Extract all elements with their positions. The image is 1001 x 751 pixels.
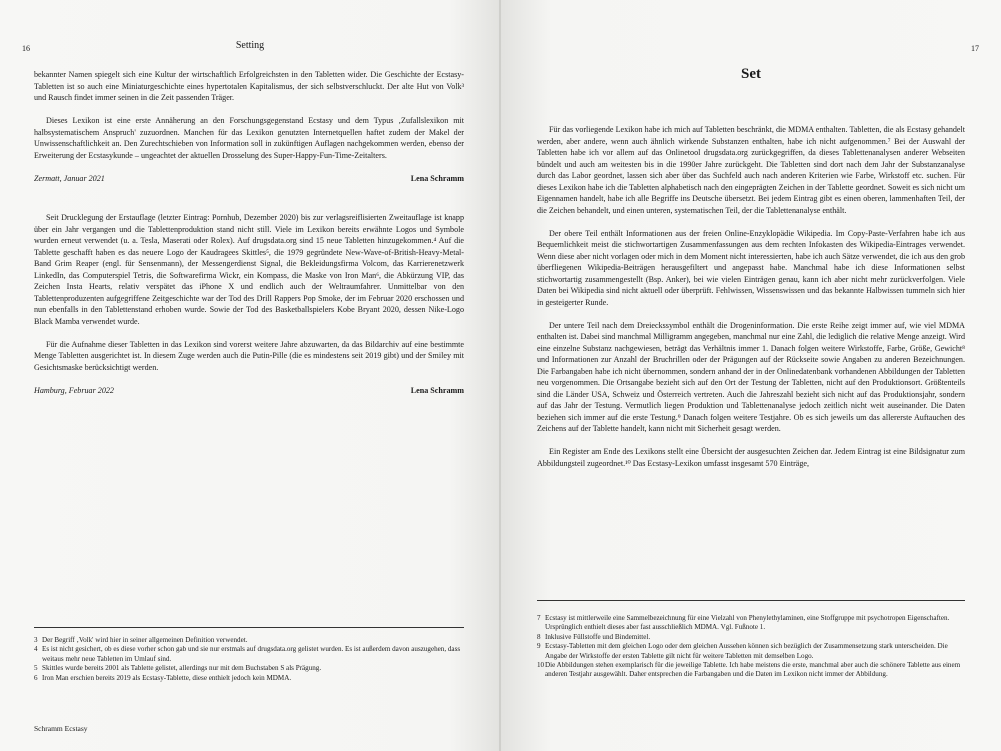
footnote-number: 7: [537, 614, 541, 622]
right-footnotes: [537, 614, 965, 680]
left-page: [0, 0, 500, 751]
page-number-right: 17: [971, 44, 979, 53]
signature-block: [34, 173, 464, 185]
footnote-number: 9: [537, 642, 541, 651]
footnote-text: Der Begriff ‚Volk' wird hier in seiner allgemeinen Definition verwendet.: [42, 636, 248, 644]
running-head: Setting: [235, 40, 265, 51]
signature-place: Zermatt, Januar 2021: [34, 173, 105, 183]
body-paragraph: Der obere Teil enthält Informationen aus der freien Online-Enzyklopädie Wikipedia. Im Copy-Paste-Verfahren habe ich aus Bequemlichkeit meist die stichwortartigen Zusammenfassungen aus dem rechten Infokasten des Wikipedia-Eintrages verwendet. Wenn diese aber nicht vorlagen oder mich in dem Moment nicht interessierten, habe ich auch Sätze verwendet, die ich aus den grob überfliegenen Wikipedia-Beiträgen herausgefiltert und angepasst habe. Manchmal habe ich diese Informationen selbst stichwortartig zusammengestellt (Bsp. Anker), bei wie vielen Einträgen genau, kann ich aber nicht mehr zurückverfolgen. Viele Daten bei Wikipedia sind nicht aktuell oder überprüft. Fehlwissen, Wissenswissen und das bekannte Halbwissen tummeln sich hier in gesteigerter Runde.: [537, 228, 965, 307]
left-footnotes: [34, 636, 464, 683]
right-body: [537, 124, 965, 469]
footnote: [537, 642, 965, 661]
body-paragraph: Für die Aufnahme dieser Tabletten in das Lexikon sind vorerst weitere Jahre abzuwarten, da das Bildarchiv auf eine bestimmte Menge Tabletten ausgerichtet ist. In diesem Zuge werden auch die Putin-Pille (die es mindestens seit 2019 gibt) und der Smiley mit Gesichtsmaske berücksichtigt werden.: [34, 339, 464, 372]
body-paragraph: Dieses Lexikon ist eine erste Annäherung an den Forschungsgegenstand Ecstasy und dem Typus ‚Zufallslexikon mit halbsystematischem Anspruch' zuzuordnen. Manchen für das Lexikon genutzten Internetquellen haftet zudem der Makel der Unwissenschaftlichkeit an. Den Zurechtschieben von Information soll in zukünftigen Auflagen nachgekommen werden, ebenso der Erweiterung der Ecstasykunde – ungeachtet der aktuellen Drosselung des Super-Happy-Fun-Time-Zeitalters.: [34, 116, 464, 160]
footnote: [34, 645, 464, 664]
footnote-rule: [537, 600, 965, 601]
body-paragraph: bekannter Namen spiegelt sich eine Kultur der wirtschaftlich Erfolgreichsten in den Tabletten wider. Die Geschichte der Ecstasy-Tabletten ist so auch eine Miniaturgeschichte eines hypertotalen Kapitalismus, der sich selbstverschluckt. Der alte Hut von Volk³ und Rausch findet immer seinen in die Zeit passenden Träger.: [34, 70, 464, 102]
signature-name: Lena Schramm: [410, 173, 464, 183]
signature-block: [34, 385, 464, 397]
footnote: [34, 664, 464, 673]
footnote-text: Die Abbildungen stehen exemplarisch für die jeweilige Tablette. Ich habe meistens die erste, manchmal aber auch die schönere Tablette aus einem anderen Testjahr ausgewählt. Daher entsprechen die Farbangaben und die Daten im Lexikon nicht immer der Abbildung.: [545, 661, 961, 679]
footnote-text: Ecstasy-Tabletten mit dem gleichen Logo oder dem gleichen Aussehen können sich bezüglich der Zusammensetzung stark unterscheiden. Die Angabe der Wirkstoffe der ersten Tablette gilt nicht für weitere Tabletten mit demselben Logo.: [545, 642, 948, 660]
footnote-rule: [34, 627, 464, 628]
footnote-number: 8: [537, 632, 541, 641]
page-number-left: 16: [22, 44, 30, 53]
footnote-text: Es ist nicht gesichert, ob es diese vorher schon gab und sie nur erstmals auf drugsdata.org gelistet wurden. Es ist außerdem davon auszugehen, dass weitaus mehr neue Tabletten im Umlauf sind.: [42, 645, 461, 663]
chapter-title: Set: [741, 66, 761, 82]
footnote-number: 10: [537, 661, 545, 670]
footnote-number: 5: [34, 664, 38, 673]
signature-place: Hamburg, Februar 2022: [34, 385, 114, 395]
footnote: [537, 661, 965, 680]
body-paragraph: Für das vorliegende Lexikon habe ich mich auf Tabletten beschränkt, die MDMA enthalten. Tabletten, die als Ecstasy gehandelt werden, aber andere, wenn auch ähnlich wirkende Substanzen enthalten, habe ich nicht aufgenommen.⁷ Bei der Auswahl der Tabletten habe ich vor allem auf das Onlinetool drugsdata.org zurückgegriffen, da dieses Tablettenanalysen anderer Webseiten bündelt und auch am weitesten bis in die 1990er Jahre zurückgeht. Die Tabletten sind dort nach dem Jahr der Substanzanalyse durch das Labor geordnet, lassen sich aber über das Suchfeld auch nach anderen Kriterien wie Farbe, Wirkstoff etc. suchen. Für dieses Lexikon habe ich die Tabletten alphabetisch nach den eingeprägten Zeichen in der Tablette geordnet. Soweit es sich nicht um Eigennamen handelt, habe ich alle Begriffe ins Deutsche übersetzt. Bei jedem Eintrag gibt es einen oberen, lammenhaften Teil, der die Zeichen behandelt, und einen unteren, systematischen Teil, der die Tablettenanalyse enthält.: [537, 125, 965, 215]
footnote: [34, 636, 464, 645]
footnote-number: 3: [34, 636, 38, 644]
footnote-text: Inklusive Füllstoffe und Bindemittel.: [545, 632, 651, 641]
page-footer: Schramm Ecstasy: [34, 724, 88, 733]
footnote: [537, 614, 965, 633]
footnote-text: Iron Man erschien bereits 2019 als Ecstasy-Tablette, diese enthielt jedoch kein MDMA.: [42, 673, 292, 682]
footnote-text: Ecstasy ist mittlerweile eine Sammelbezeichnung für eine Vielzahl von Phenylethylaminen, eine Stoffgruppe mit psychotropen Eigenschaften. Ursprünglich enthielt dieses aber fast ausschließlich MDMA. Vgl. Fußnote 1.: [545, 614, 950, 632]
body-paragraph: Der untere Teil nach dem Dreieckssymbol enthält die Drogeninformation. Die erste Reihe zeigt immer auf, wie viel MDMA enthalten ist. Dabei sind manchmal Milligramm angegeben, manchmal nur eine Zahl, die lediglich die relative Menge anzeigt. Wird eine einzelne Substanz nachgewiesen, beträgt das Verhältnis immer 1. Danach folgen weitere Wirkstoffe, Farbe, Größe, Gewicht⁸ und Informationen zur Anzahl der Bruchrillen oder der Prägungen auf der Rückseite sowie Angaben zu anderen Bezeichnungen. Die Farbangaben habe ich nicht übernommen, sondern anhand der in der Onlinedatenbank vorhandenen Abbildungen der Tabletten neu vorgenommen. Die Ortsangabe bezieht sich auf den Ort der Testung der Tabletten, nicht auf den Produktionsort. Größtenteils sind die Länder USA, Schweiz und Österreich vertreten. Auch die Jahreszahl bezieht sich nicht auf das Produktionsjahr, sondern auf das Jahr der Testung. Vermutlich liegen Produktion und Tablettenanalyse jedoch zeitlich nicht weit auseinander. Die Daten beziehen sich immer auf die erste Testung.⁹ Danach folgen weitere Testjahre. Ob es sich jeweils um das allererste Auftauchen des Zeichens auf der Tablette handelt, kann nicht mit Sicherheit gesagt werden.: [537, 320, 965, 433]
footnote: [34, 674, 464, 683]
left-body: [34, 69, 464, 396]
footnote-text: Skittles wurde bereits 2001 als Tablette gelistet, allerdings nur mit dem Buchstaben S als Prägung.: [42, 664, 322, 673]
footnote-number: 4: [34, 645, 38, 654]
body-paragraph: Seit Drucklegung der Erstauflage (letzter Eintrag: Pornhub, Dezember 2020) bis zur verlagsreiflisierten Zweitauflage ist knapp über ein Jahr vergangen und die Tablettenproduktion stand nicht still. Viele im Lexikon bereits erwähnte Logos und Symbole wurden erneut verwendet (u. a. Tesla, Maserati oder Rolex). Auf drugsdata.org sind 15 neue Tabletten hinzugekommen.⁴ Auf die Tablette geschafft haben es das neuere Logo der Kaudragees Skittles⁵, die 1979 gegründete New-Wave-of-British-Heavy-Metal-Band Grim Reaper (engl. für Sensenmann), der Messengerdienst Signal, die Bekleidungsfirma Volcom, das Karrierenetzwerk LinkedIn, das Computerspiel Tetris, die Softwarefirma Wickr, ein Kompass, die Maske von Iron Man⁶, die Abkürzung VIP, das Zeichen Insta Hearts, relativ verspätet das iPhone X und endlich auch der Weltraumfahrer. Unmittelbar von den Tablettenproduzenten aufgegriffene Zeitgeschichte war der Tod des Drill Rappers Pop Smoke, der im Februar 2020 erschossen und nun ebenfalls in den Tablettenstand erhoben wurde. Sowie der Tod des Basketballspielers Kobe Bryant 2020, dessen Nike-Logo Black Mamba verwendet wurde.: [34, 213, 464, 326]
signature-name: Lena Schramm: [410, 385, 464, 395]
body-paragraph: Ein Register am Ende des Lexikons stellt eine Übersicht der ausgesuchten Zeichen dar. Jedem Eintrag ist eine Bildsignatur zum Abbildungsteil zugeordnet.¹⁰ Das Ecstasy-Lexikon umfasst insgesamt 570 Einträge,: [537, 447, 965, 468]
footnote: [537, 633, 965, 642]
footnote-number: 6: [34, 673, 38, 682]
right-page: [501, 0, 1001, 751]
